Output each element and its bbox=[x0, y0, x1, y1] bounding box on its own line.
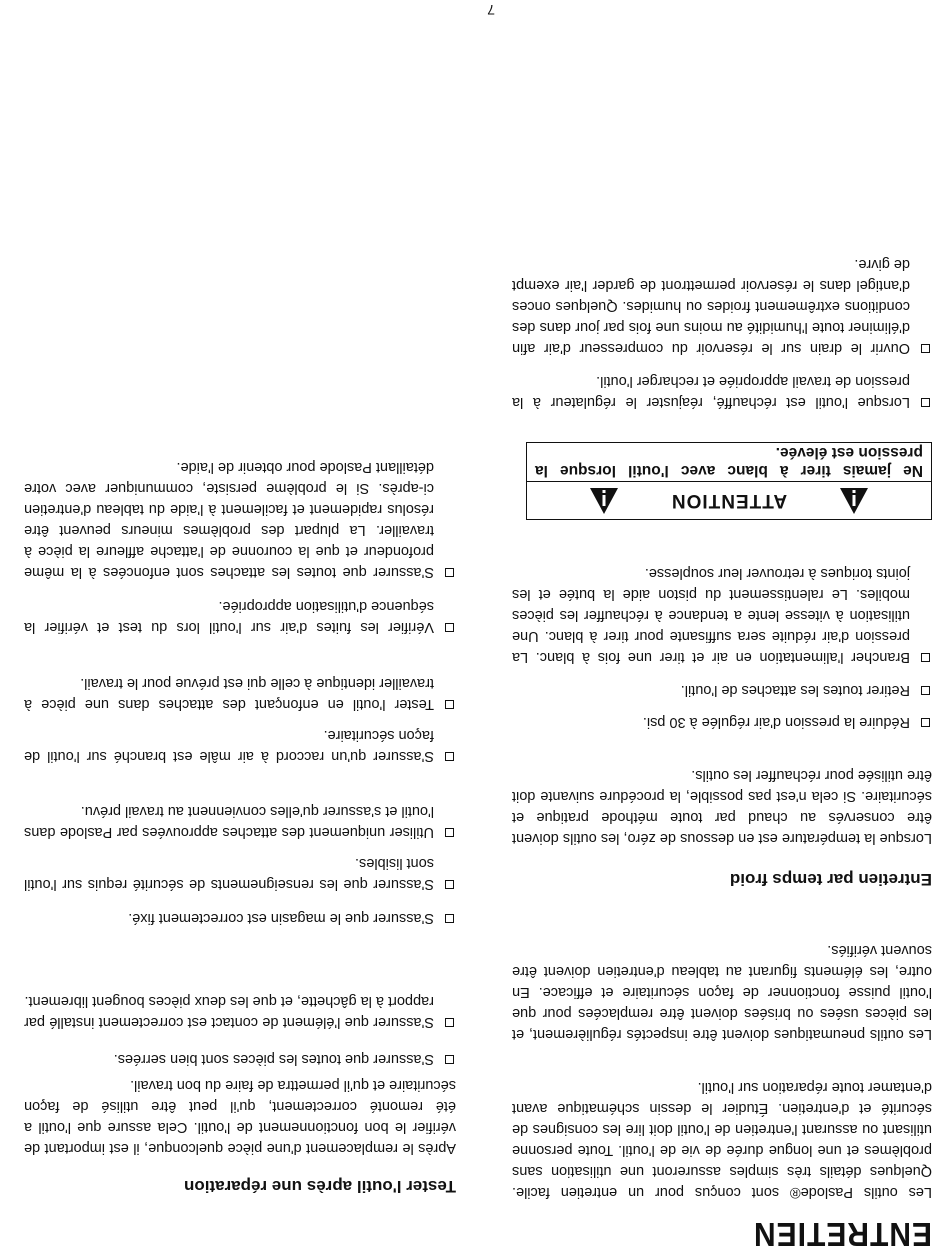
list-item-text: S'assurer que toutes les pièces sont bien serrées. bbox=[113, 1051, 434, 1067]
checkbox-icon bbox=[445, 880, 454, 889]
warning-text: Ne jamais tirer à blanc avec l'outil lorsque la pression est élevée. bbox=[535, 444, 923, 479]
warning-icon bbox=[589, 487, 619, 515]
list-item-text: Retirer toutes les attaches de l'outil. bbox=[680, 682, 910, 698]
warning-title: ATTENTION bbox=[670, 490, 788, 512]
checkbox-icon bbox=[921, 398, 930, 407]
list-item-text: S'assurer que toutes les attaches sont enfoncées à la même profondeur et que la couronne de l'attache affleure la pièce à travailler. La plupart des problèmes mineurs peuvent être résolus rapidement et facilement à l'aide du tableau d'entretien ci-après. Si le problème persiste, communiquer avec votre détaillant Paslode pour obtenir de l'aide. bbox=[24, 459, 434, 580]
list-item bbox=[24, 1048, 456, 1069]
list-item-text: Vérifier les fuites d'air sur l'outil lors du test et vérifier la séquence d'utilisation appropriée. bbox=[24, 598, 434, 635]
list-item-text: Brancher l'alimentation en air et tirer une fois à blanc. La pression d'air réduite sera suffisante pour tirer à blanc. Une utilisation à vitesse lente a tendance à réchauffer les pièces mobiles. Le ralentissement du piston aide la butée et les joints toriques à retrouver leur souplesse. bbox=[512, 565, 910, 665]
list-item-text: Lorsque l'outil est réchauffé, réajuster le régulateur à la pression de travail appropriée et recharger l'outil. bbox=[512, 373, 910, 410]
checkbox-icon bbox=[921, 718, 930, 727]
warning-icon bbox=[839, 487, 869, 515]
checkbox-icon bbox=[445, 700, 454, 709]
cold-weather-intro: Lorsque la température est en dessous de zéro, les outils doivent être conservés au chaud par toute méthode pratique et sécuritaire. Si cela n'est pas possible, la procédure suivante doit être utilisée pour réchauffer les outils. bbox=[512, 767, 932, 846]
list-item bbox=[24, 990, 456, 1032]
list-item-text: Réduire la pression d'air régulée à 30 psi. bbox=[642, 714, 910, 730]
checkbox-icon bbox=[445, 568, 454, 577]
checkbox-icon bbox=[921, 686, 930, 695]
checkbox-icon bbox=[445, 1055, 454, 1064]
checkbox-icon bbox=[445, 1018, 454, 1027]
list-item bbox=[512, 253, 932, 358]
test-heading: Tester l'outil après une réparation bbox=[183, 1177, 456, 1196]
list-item bbox=[512, 711, 932, 732]
list-item bbox=[512, 679, 932, 700]
cold-weather-heading: Entretien par temps froid bbox=[729, 870, 932, 889]
test-intro: Après le remplacement d'une pièce quelconque, il est important de vérifier le bon fonctionnement de l'outil. Cela assure que l'outil a été remonté correctement, qu'il peut être utilisé de façon sécuritaire et qu'il permettra de faire du bon travail. bbox=[24, 1077, 456, 1156]
list-item bbox=[24, 852, 456, 894]
list-item bbox=[24, 724, 456, 766]
checkbox-icon bbox=[445, 914, 454, 923]
list-item bbox=[24, 595, 456, 637]
warning-box bbox=[526, 442, 932, 520]
page-title: ENTRETIEN bbox=[752, 1215, 932, 1252]
checkbox-icon bbox=[921, 344, 930, 353]
page-number: 7 bbox=[487, 2, 495, 18]
list-item-text: Tester l'outil en enfonçant des attaches dans une pièce à travailler identique à celle qui est prévue pour le travail. bbox=[24, 675, 434, 712]
inspection-paragraph: Les outils pneumatiques doivent être inspectés régulièrement, et les pièces usées ou brisées doivent être remplacées pour que l'outil puisse fonctionner de façon sécuritaire et efficace. En outre, les éléments figurant au tableau d'entretien doivent être souvent vérifiés. bbox=[512, 942, 932, 1042]
checkbox-icon bbox=[445, 752, 454, 761]
list-item-text: S'assurer qu'un raccord à air mâle est branché sur l'outil de façon sécuritaire. bbox=[24, 727, 434, 764]
list-item bbox=[512, 370, 932, 412]
checkbox-icon bbox=[445, 623, 454, 632]
list-item bbox=[24, 672, 456, 714]
list-item-text: Ouvrir le drain sur le réservoir du compresseur d'air afin d'éliminer toute l'humidité au moins une fois par jour dans des conditions extrêmement froides ou humides. Quelques onces d'antigel dans le réservoir permettront de garder l'air exempt de givre. bbox=[512, 256, 910, 356]
list-item bbox=[24, 457, 456, 582]
checkbox-icon bbox=[921, 653, 930, 662]
list-item bbox=[24, 800, 456, 842]
list-item-text: S'assurer que le magasin est correctement fixé. bbox=[128, 910, 434, 926]
list-item bbox=[512, 562, 932, 667]
list-item bbox=[24, 907, 456, 928]
list-item-text: Utiliser uniquement des attaches approuvées par Paslode dans l'outil et s'assurer qu'elles conviennent au travail prévu. bbox=[24, 803, 434, 840]
list-item-text: S'assurer que l'élément de contact est correctement installé par rapport à la gâchette, et que les deux pièces bougent librement. bbox=[24, 993, 434, 1030]
warning-header bbox=[527, 481, 931, 519]
list-item-text: S'assurer que les renseignements de sécurité requis sur l'outil sont lisibles. bbox=[24, 855, 434, 892]
intro-paragraph: Les outils Paslode® sont conçus pour un entretien facile. Quelques détails très simples assureront une utilisation sans problèmes et une longue durée de vie de l'outil. Toute personne utilisant ou assurant l'entretien de l'outil doit lire les consignes de sécurité et d'entretien. Étudier le dessin schématique avant d'entamer toute réparation sur l'outil. bbox=[512, 1079, 932, 1200]
checkbox-icon bbox=[445, 828, 454, 837]
